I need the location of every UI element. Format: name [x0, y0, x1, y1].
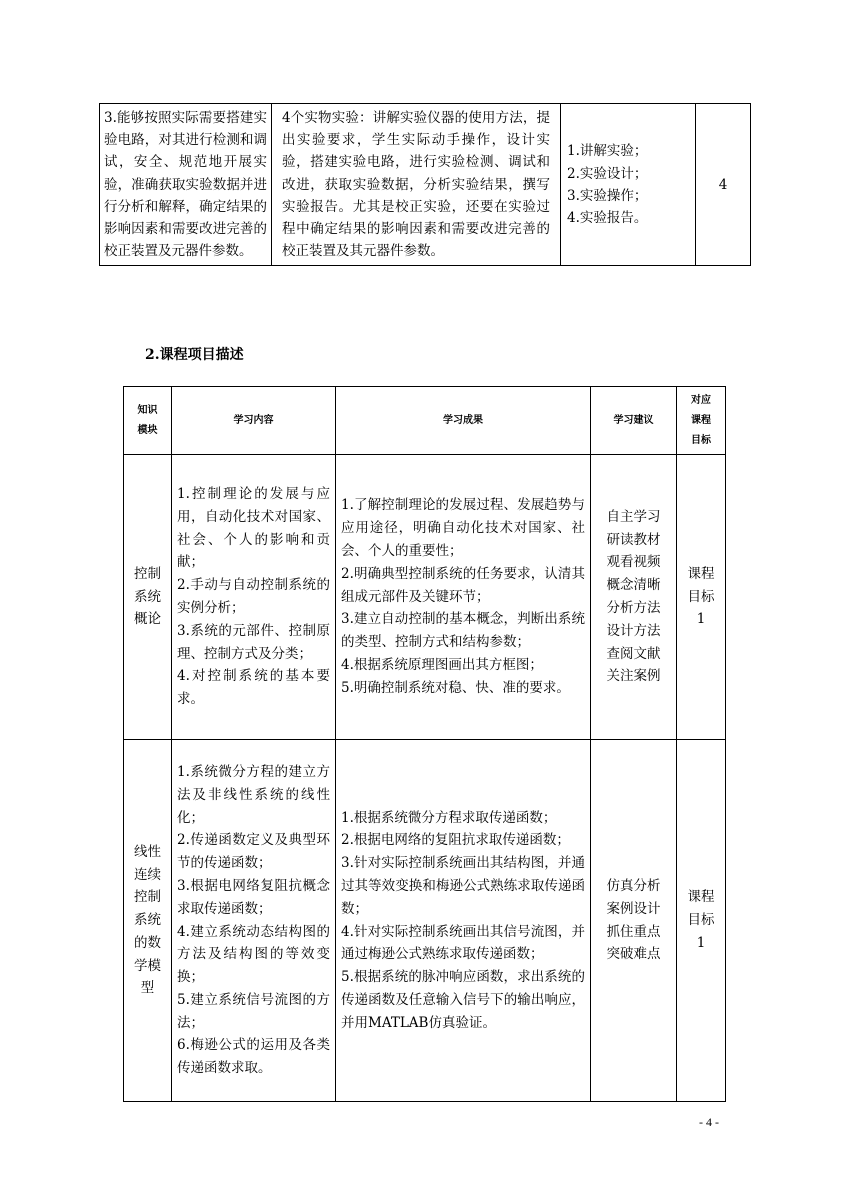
table-header-row	[124, 387, 726, 455]
teaching-method-cell: 1.讲解实验； 2.实验设计； 3.实验操作； 4.实验报告。	[561, 104, 696, 266]
target-cell: 课程 目标 1	[677, 455, 726, 740]
advice-cell: 仿真分析 案例设计 抓住重点 突破难点	[591, 740, 677, 1102]
header-target: 对应 课程 目标	[677, 387, 726, 455]
content-cell: 1.控制理论的发展与应用，自动化技术对国家、社会、个人的影响和贡献； 2.手动与自动控制系统的实例分析； 3.系统的元部件、控制原理、控制方式及分类； 4.对控制系统的基本要求。	[172, 455, 336, 740]
advice-cell: 自主学习 研读教材 观看视频 概念清晰 分析方法 设计方法 查阅文献 关注案例	[591, 455, 677, 740]
experiment-content-cell: 4个实物实验：讲解实验仪器的使用方法，提出实验要求，学生实际动手操作，设计实验，搭建实验电路，进行实验检测、调试和改进，获取实验数据，分析实验结果，撰写实验报告。尤其是校正实验，还要在实验过程中确定结果的影响因素和需要改进完善的校正装置及其元器件参数。	[272, 104, 561, 266]
outcome-cell: 1.了解控制理论的发展过程、发展趋势与应用途径，明确自动化技术对国家、社会、个人的重要性； 2.明确典型控制系统的任务要求，认清其组成元部件及关键环节； 3.建立自动控制的基本概念，判断出系统的类型、控制方式和结构参数； 4.根据系统原理图画出其方框图； 5.明确控制系统对稳、快、准的要求。	[336, 455, 591, 740]
requirement-cell: 3.能够按照实际需要搭建实验电路，对其进行检测和调试，安全、规范地开展实验，准确获取实验数据并进行分析和解释，确定结果的影响因素和需要改进完善的校正装置及元器件参数。	[100, 104, 272, 266]
table-row	[100, 104, 751, 266]
table-row	[124, 455, 726, 740]
section-heading: 2.课程项目描述	[145, 347, 244, 363]
course-project-table	[123, 386, 726, 1102]
module-cell: 线性 连续 控制 系统 的数 学模 型	[124, 740, 172, 1102]
header-advice: 学习建议	[591, 387, 677, 455]
outcome-cell: 1.根据系统微分方程求取传递函数； 2.根据电网络的复阻抗求取传递函数； 3.针对实际控制系统画出其结构图，并通过其等效变换和梅逊公式熟练求取传递函数； 4.针对实际控制系统画出其信号流图，并通过梅逊公式熟练求取传递函数； 5.根据系统的脉冲响应函数，求出系统的传递函数及任意输入信号下的输出响应，并用MATLAB仿真验证。	[336, 740, 591, 1102]
module-cell: 控制 系统 概论	[124, 455, 172, 740]
header-outcome: 学习成果	[336, 387, 591, 455]
target-cell: 课程 目标 1	[677, 740, 726, 1102]
content-cell: 1.系统微分方程的建立方法及非线性系统的线性化； 2.传递函数定义及典型环节的传递函数； 3.根据电网络复阻抗概念求取传递函数； 4.建立系统动态结构图的方法及结构图的等效变换； 5.建立系统信号流图的方法； 6.梅逊公式的运用及各类传递函数求取。	[172, 740, 336, 1102]
header-content: 学习内容	[172, 387, 336, 455]
hours-cell: 4	[696, 104, 751, 266]
page-number: - 4 -	[699, 1115, 719, 1129]
table-row	[124, 740, 726, 1102]
experiment-table	[99, 103, 751, 266]
header-module: 知识 模块	[124, 387, 172, 455]
